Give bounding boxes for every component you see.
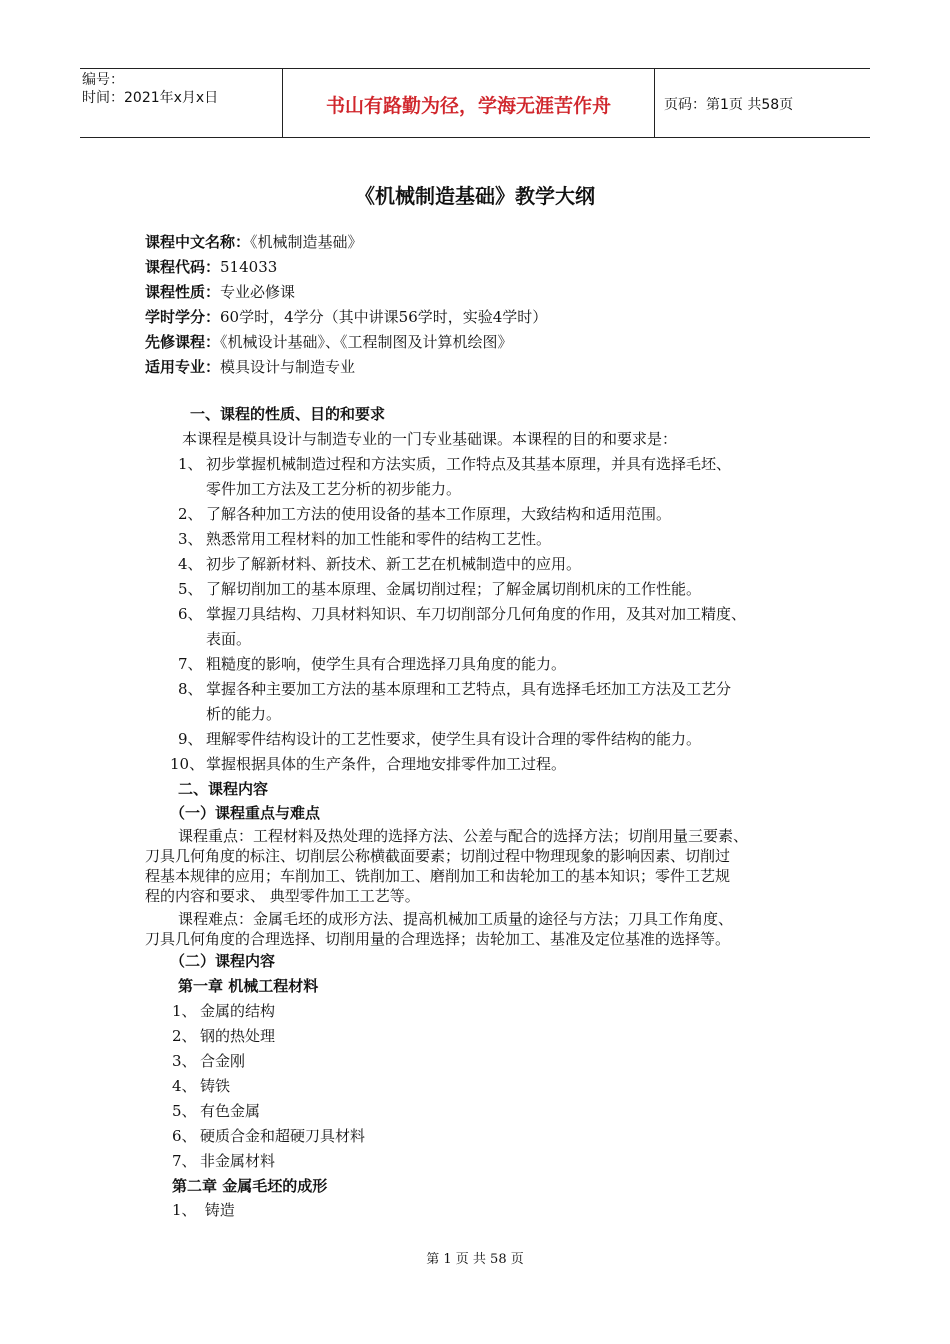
list-item bbox=[172, 1076, 230, 1096]
chapter-heading: 第二章 金属毛坯的成形 bbox=[172, 1177, 328, 1195]
info-value: 514033 bbox=[220, 258, 278, 276]
header-motto: 书山有路勤为径，学海无涯苦作舟 bbox=[325, 95, 611, 117]
key-points-text: 课程重点：工程材料及热处理的选择方法、公差与配合的选择方法；切削用量三要素、 bbox=[178, 827, 749, 845]
page-footer: 第 1 页 共 58 页 bbox=[426, 1252, 524, 1267]
subsection-heading: （二）课程内容 bbox=[170, 952, 276, 970]
info-value: 60学时，4学分（其中讲课56学时，实验4学时） bbox=[220, 308, 548, 326]
header-page-info: 页码：第1页 共58页 bbox=[664, 97, 794, 113]
list-item bbox=[172, 1126, 365, 1146]
item-number: 10、 bbox=[170, 755, 205, 773]
course-info bbox=[145, 230, 547, 380]
list-item bbox=[170, 754, 566, 774]
item-number: 3、 bbox=[172, 1052, 197, 1070]
info-value: 专业必修课 bbox=[220, 283, 296, 301]
list-item bbox=[178, 454, 731, 474]
key-points-text: 程基本规律的应用；车削加工、铣削加工、磨削加工和齿轮加工的基本知识；零件工艺规 bbox=[145, 867, 731, 885]
item-number: 4、 bbox=[178, 555, 203, 573]
item-text: 掌握根据具体的生产条件，合理地安排零件加工过程。 bbox=[206, 755, 567, 773]
info-label: 先修课程： bbox=[145, 333, 221, 351]
item-text: 掌握各种主要加工方法的基本原理和工艺特点，具有选择毛坯加工方法及工艺分 bbox=[206, 680, 732, 698]
item-text: 钢的热处理 bbox=[200, 1027, 276, 1045]
header-meta bbox=[82, 71, 280, 107]
item-text: 粗糙度的影响，使学生具有合理选择刀具角度的能力。 bbox=[206, 655, 567, 673]
item-number: 5、 bbox=[178, 580, 203, 598]
list-item bbox=[178, 579, 701, 599]
item-number: 4、 bbox=[172, 1077, 197, 1095]
info-label: 课程中文名称： bbox=[145, 233, 251, 251]
item-text-continued: 析的能力。 bbox=[206, 705, 282, 723]
info-row bbox=[145, 230, 547, 255]
item-number: 1、 bbox=[178, 455, 203, 473]
item-text: 理解零件结构设计的工艺性要求，使学生具有设计合理的零件结构的能力。 bbox=[206, 730, 702, 748]
list-item bbox=[172, 1026, 275, 1046]
info-value: 《机械制造基础》 bbox=[250, 233, 363, 251]
item-number: 3、 bbox=[178, 530, 203, 548]
item-number: 5、 bbox=[172, 1102, 197, 1120]
item-number: 2、 bbox=[178, 505, 203, 523]
list-item bbox=[172, 1200, 235, 1220]
item-text: 硬质合金和超硬刀具材料 bbox=[200, 1127, 366, 1145]
list-item bbox=[178, 529, 551, 549]
section2-heading: 二、课程内容 bbox=[178, 780, 269, 798]
info-row bbox=[145, 330, 547, 355]
info-label: 课程代码： bbox=[145, 258, 221, 276]
list-item bbox=[178, 604, 746, 624]
item-text-continued: 表面。 bbox=[206, 630, 252, 648]
chapter-heading: 第一章 机械工程材料 bbox=[178, 977, 319, 995]
header-divider bbox=[654, 69, 655, 137]
info-row bbox=[145, 280, 547, 305]
item-text: 有色金属 bbox=[200, 1102, 261, 1120]
item-number: 2、 bbox=[172, 1027, 197, 1045]
key-points-text: 程的内容和要求、 典型零件加工工艺等。 bbox=[145, 887, 420, 905]
info-row bbox=[145, 255, 547, 280]
key-points-text: 刀具几何角度的标注、切削层公称横截面要素；切削过程中物理现象的影响因素、切削过 bbox=[145, 847, 731, 865]
item-text: 初步了解新材料、新技术、新工艺在机械制造中的应用。 bbox=[206, 555, 582, 573]
difficulties-text: 课程难点：金属毛坯的成形方法、提高机械加工质量的途径与方法；刀具工作角度、 bbox=[178, 910, 734, 928]
item-number: 9、 bbox=[178, 730, 203, 748]
item-text: 铸造 bbox=[200, 1201, 235, 1219]
subsection-heading: （一）课程重点与难点 bbox=[170, 804, 321, 822]
info-value: 模具设计与制造专业 bbox=[220, 358, 356, 376]
info-label: 课程性质： bbox=[145, 283, 221, 301]
difficulties-text: 刀具几何角度的合理选择、切削用量的合理选择；齿轮加工、基准及定位基准的选择等。 bbox=[145, 930, 731, 948]
page-header bbox=[80, 68, 870, 138]
document-title: 《机械制造基础》教学大纲 bbox=[355, 184, 595, 208]
item-text: 熟悉常用工程材料的加工性能和零件的结构工艺性。 bbox=[206, 530, 552, 548]
info-label: 学时学分： bbox=[145, 308, 221, 326]
item-text: 金属的结构 bbox=[200, 1002, 276, 1020]
item-number: 7、 bbox=[172, 1152, 197, 1170]
item-text: 初步掌握机械制造过程和方法实质，工作特点及其基本原理，并具有选择毛坯、 bbox=[206, 455, 732, 473]
item-text: 掌握刀具结构、刀具材料知识、车刀切削部分几何角度的作用，及其对加工精度、 bbox=[206, 605, 747, 623]
list-item bbox=[172, 1101, 260, 1121]
list-item bbox=[178, 504, 671, 524]
list-item bbox=[172, 1151, 275, 1171]
item-text: 非金属材料 bbox=[200, 1152, 276, 1170]
info-value: 《机械设计基础》、《工程制图及计算机绘图》 bbox=[220, 333, 513, 351]
item-number: 1、 bbox=[172, 1201, 197, 1219]
item-number: 7、 bbox=[178, 655, 203, 673]
list-item bbox=[178, 554, 581, 574]
info-row bbox=[145, 305, 547, 330]
code-label: 编号： bbox=[82, 72, 124, 88]
list-item bbox=[172, 1051, 245, 1071]
list-item bbox=[178, 729, 701, 749]
item-text-continued: 零件加工方法及工艺分析的初步能力。 bbox=[206, 480, 462, 498]
item-number: 6、 bbox=[178, 605, 203, 623]
item-number: 6、 bbox=[172, 1127, 197, 1145]
section1-intro: 本课程是模具设计与制造专业的一门专业基础课。本课程的目的和要求是： bbox=[182, 430, 678, 448]
info-label: 适用专业： bbox=[145, 358, 221, 376]
item-text: 合金刚 bbox=[200, 1052, 246, 1070]
list-item bbox=[178, 679, 731, 699]
item-number: 1、 bbox=[172, 1002, 197, 1020]
item-text: 了解各种加工方法的使用设备的基本工作原理，大致结构和适用范围。 bbox=[206, 505, 672, 523]
list-item bbox=[178, 654, 566, 674]
item-number: 8、 bbox=[178, 680, 203, 698]
item-text: 了解切削加工的基本原理、金属切削过程；了解金属切削机床的工作性能。 bbox=[206, 580, 702, 598]
item-text: 铸铁 bbox=[200, 1077, 231, 1095]
info-row bbox=[145, 355, 547, 380]
time-label: 时间：2021年x月x日 bbox=[82, 90, 219, 106]
section1-heading: 一、课程的性质、目的和要求 bbox=[190, 405, 386, 423]
list-item bbox=[172, 1001, 275, 1021]
